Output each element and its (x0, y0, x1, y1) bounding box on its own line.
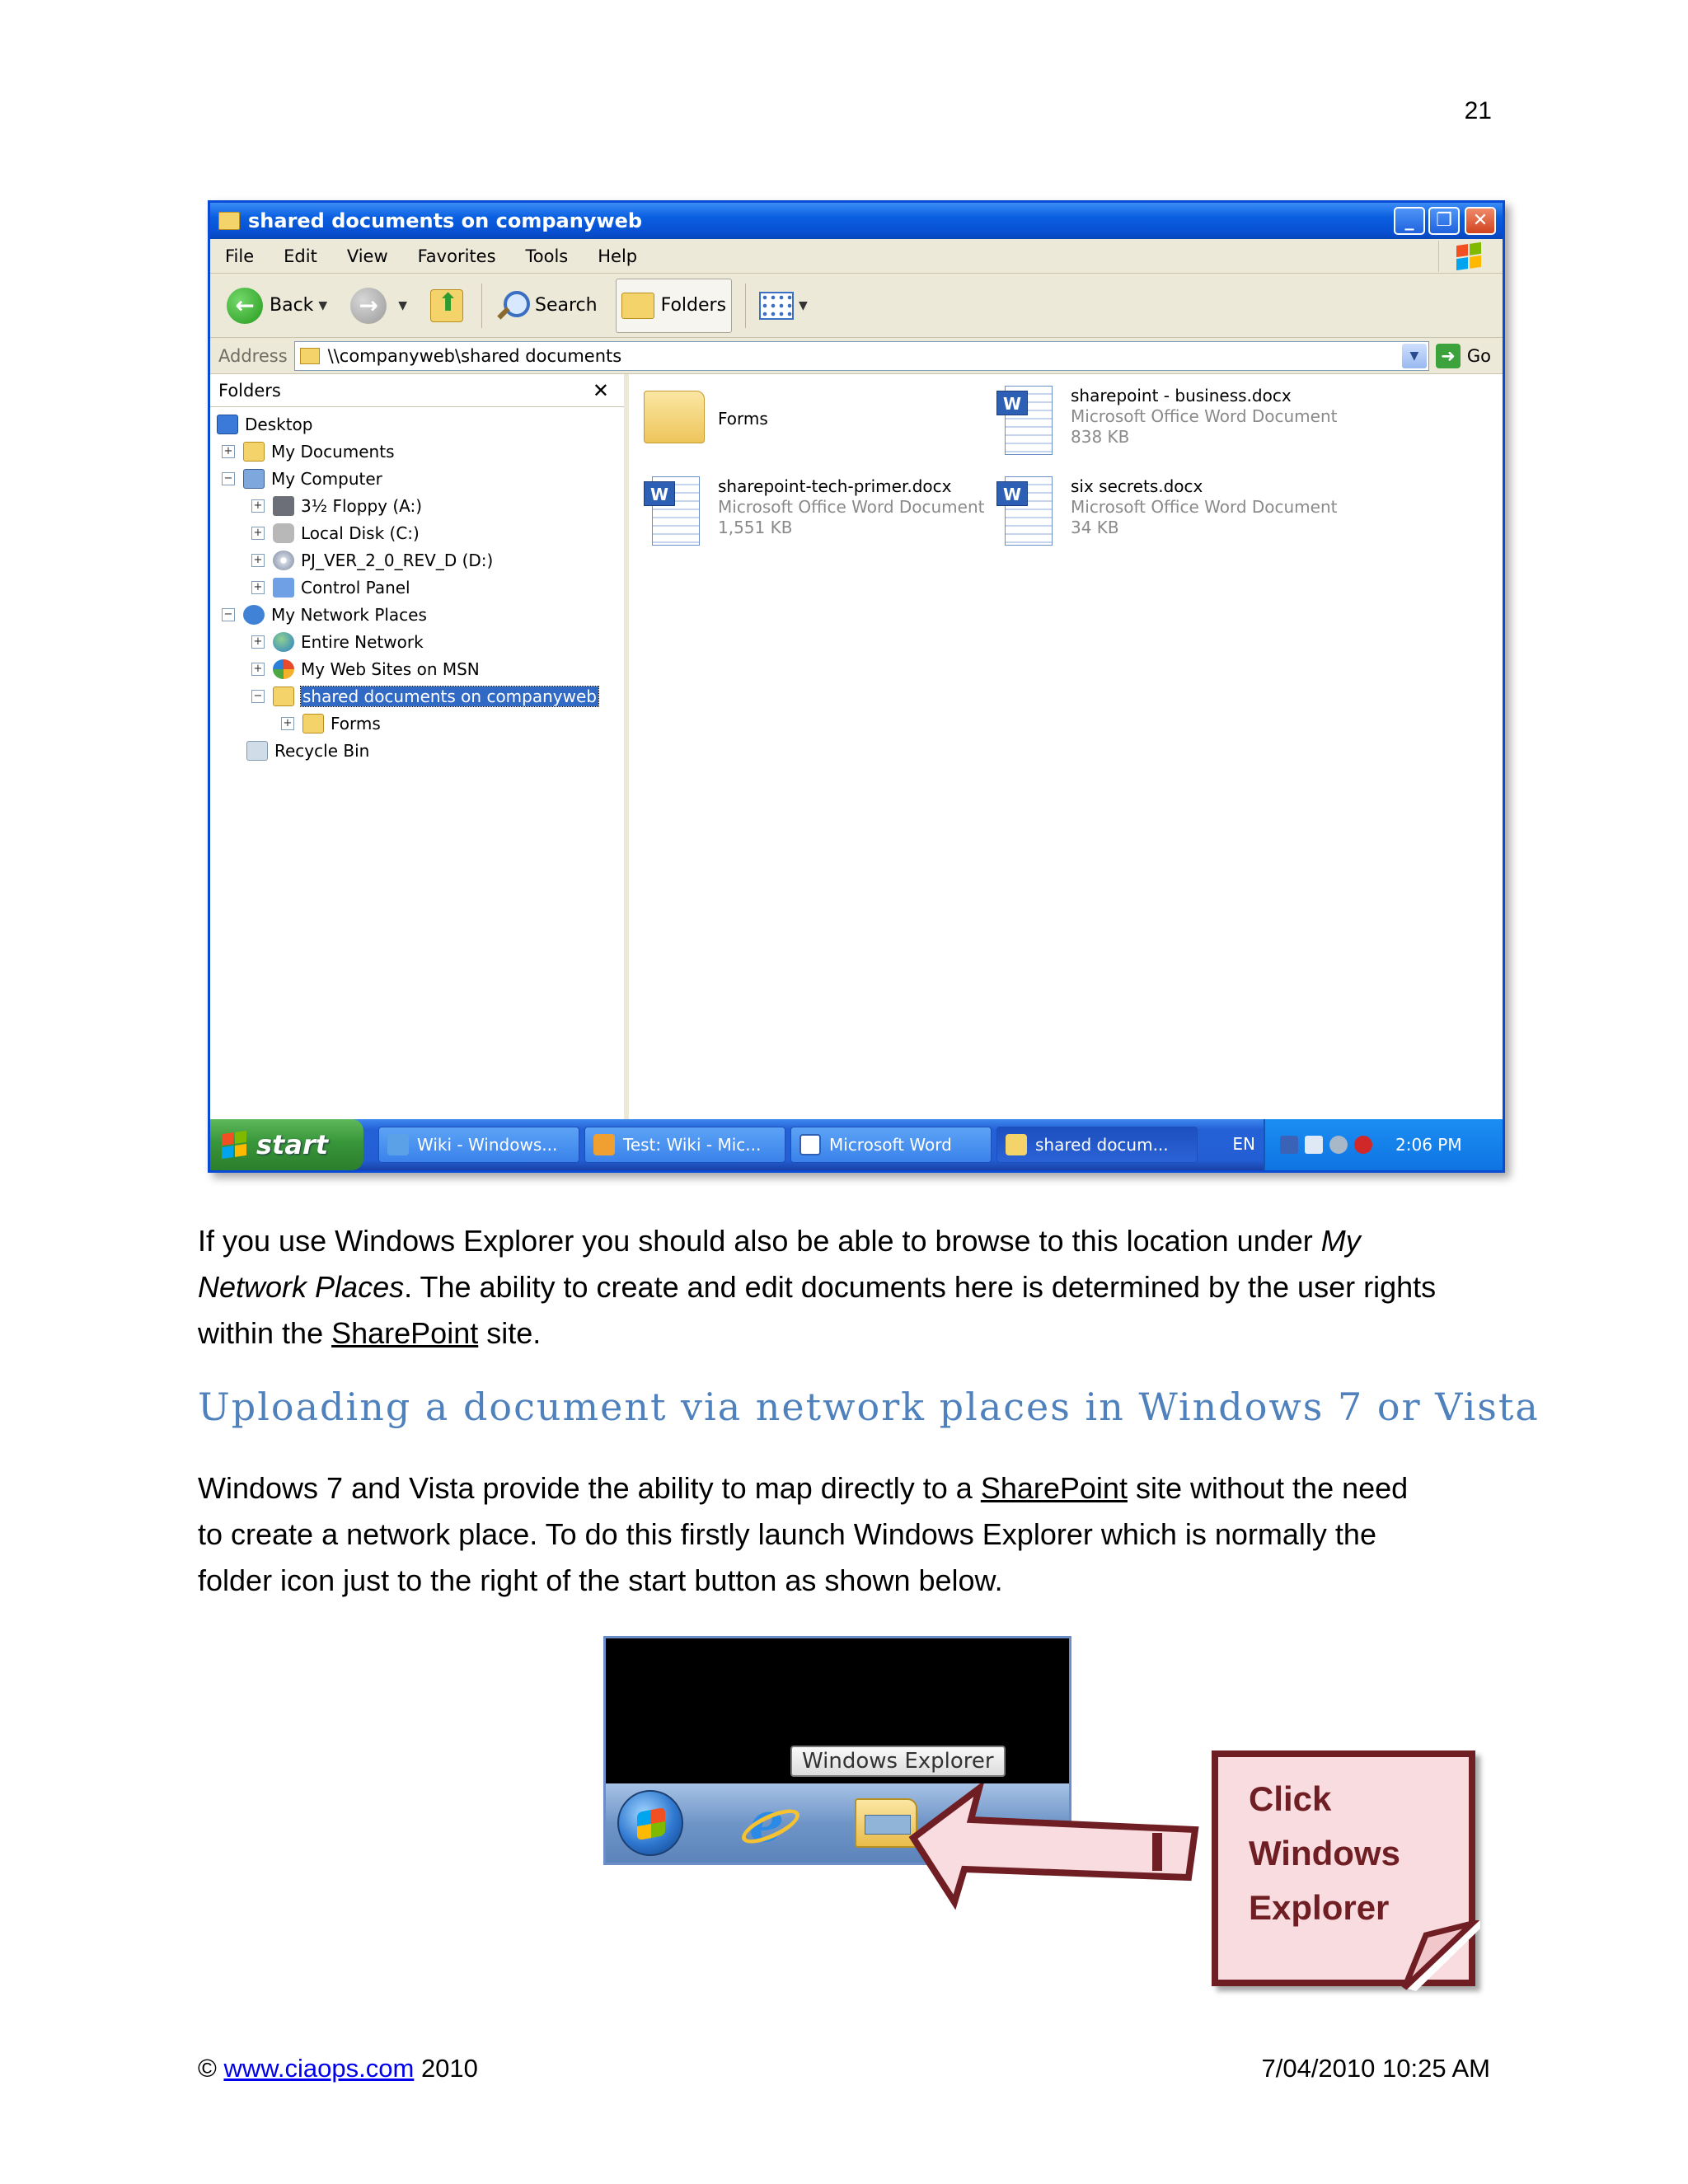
search-label: Search (534, 295, 598, 316)
file-item-sharepoint-business[interactable] (996, 386, 1338, 457)
desktop-icon (217, 415, 238, 434)
my-documents-icon (243, 442, 265, 462)
word-document-icon: W (644, 476, 705, 547)
floppy-drive-icon (273, 496, 294, 516)
up-folder-icon (430, 289, 463, 322)
collapse-icon[interactable]: − (222, 608, 235, 621)
text: within the (198, 1316, 332, 1350)
callout-line: Explorer (1249, 1888, 1390, 1927)
paragraph-network-places (198, 1218, 1517, 1357)
windows-logo-icon (1438, 241, 1498, 272)
text: to create a network place. To do this firstly launch Windows Explorer which is normally the (198, 1517, 1376, 1551)
tree-item-cd-drive[interactable] (251, 548, 493, 573)
taskbar-button-test-wiki[interactable] (584, 1127, 785, 1163)
maximize-button[interactable]: ❐ (1428, 207, 1460, 235)
tree-label: Local Disk (C:) (301, 523, 420, 543)
callout-line: Windows (1249, 1834, 1400, 1872)
word-document-icon: W (996, 476, 1057, 547)
network-tray-icon[interactable] (1280, 1136, 1298, 1154)
file-size: 34 KB (1071, 518, 1119, 537)
folders-pane (210, 374, 629, 1119)
views-icon (759, 292, 794, 320)
ie-icon (387, 1134, 409, 1155)
address-bar (210, 338, 1503, 374)
msn-butterfly-icon (273, 659, 294, 679)
network-places-icon (243, 605, 265, 625)
folder-icon (302, 714, 324, 733)
curl-fold (1404, 1924, 1472, 1988)
start-label: start (256, 1129, 329, 1160)
callout-line: Click (1249, 1779, 1332, 1818)
folder-icon (218, 212, 240, 230)
go-arrow-icon: ➜ (1436, 344, 1461, 368)
menu-file[interactable]: File (225, 246, 255, 266)
address-value: \\companyweb\shared documents (327, 345, 622, 366)
start-button[interactable] (210, 1119, 363, 1170)
taskbar-button-word[interactable] (790, 1127, 992, 1163)
tree-item-my-computer[interactable] (222, 466, 382, 491)
forward-button[interactable] (345, 279, 412, 333)
tree-label-selected: shared documents on companyweb (302, 687, 597, 706)
tree-label: My Network Places (271, 605, 427, 625)
up-folder-button[interactable] (425, 279, 468, 333)
word-document-icon: W (996, 386, 1057, 457)
tree-item-entire-network[interactable] (251, 630, 424, 654)
file-size: 838 KB (1071, 427, 1130, 447)
recycle-bin-icon (246, 741, 268, 761)
text: folder icon just to the right of the start button as shown below. (198, 1563, 1003, 1597)
tree-item-local-disk[interactable] (251, 521, 420, 546)
tree-item-forms[interactable] (281, 711, 381, 736)
folders-button[interactable] (616, 279, 732, 333)
back-arrow-icon: ← (227, 288, 263, 324)
footer-datetime: 7/04/2010 10:25 AM (1261, 2054, 1490, 2083)
copyright-symbol: © (198, 2054, 217, 2083)
volume-tray-icon[interactable] (1329, 1136, 1348, 1154)
expand-icon[interactable]: + (222, 445, 235, 458)
windows-explorer-tooltip: Windows Explorer (790, 1746, 1006, 1777)
expand-icon[interactable]: + (251, 527, 265, 540)
internet-explorer-icon[interactable]: e (738, 1793, 795, 1851)
tree-item-control-panel[interactable] (251, 575, 410, 600)
tree-item-desktop[interactable] (217, 412, 312, 437)
expand-icon[interactable]: + (251, 635, 265, 649)
window-titlebar (210, 203, 1503, 239)
paragraph-windows7 (198, 1465, 1517, 1604)
task-label: Microsoft Word (829, 1135, 952, 1155)
text-emphasis: My (1320, 1224, 1361, 1258)
file-type: Microsoft Office Word Document (1071, 497, 1338, 517)
file-name: six secrets.docx (1071, 476, 1203, 496)
system-tray (1264, 1119, 1503, 1170)
collapse-icon[interactable]: − (251, 690, 265, 703)
text: Windows 7 and Vista provide the ability to map directly to a (198, 1471, 981, 1505)
sharepoint-link[interactable]: SharePoint (331, 1316, 479, 1350)
expand-icon[interactable]: + (251, 554, 265, 567)
browser-icon (593, 1134, 615, 1155)
folders-pane-title: Folders (218, 380, 281, 401)
security-shield-icon[interactable] (1354, 1136, 1372, 1154)
folders-pane-header (210, 374, 624, 407)
control-panel-icon (273, 578, 294, 598)
tree-label: Desktop (245, 415, 313, 434)
text: site without the need (1127, 1471, 1409, 1505)
task-label: Wiki - Windows... (417, 1135, 558, 1155)
folder-icon (644, 391, 705, 443)
tree-item-my-documents[interactable] (222, 439, 394, 464)
window-title: shared documents on companyweb (248, 209, 643, 232)
file-name: sharepoint-tech-primer.docx (718, 476, 952, 496)
tree-label: Recycle Bin (274, 741, 370, 761)
file-name: sharepoint - business.docx (1071, 386, 1292, 405)
chevron-down-icon[interactable]: ▼ (318, 298, 328, 312)
display-tray-icon[interactable] (1305, 1136, 1323, 1154)
expand-icon[interactable]: + (251, 499, 265, 513)
file-item-six-secrets[interactable] (996, 476, 1338, 547)
close-icon[interactable]: ✕ (592, 378, 609, 402)
tree-item-shared-documents[interactable] (251, 684, 598, 709)
close-button[interactable]: ✕ (1465, 207, 1496, 235)
menu-favorites[interactable]: Favorites (417, 246, 496, 266)
menu-bar (210, 239, 1503, 274)
clock: 2:06 PM (1395, 1135, 1462, 1155)
network-folder-icon (300, 348, 320, 364)
forward-arrow-icon: → (350, 288, 387, 324)
menu-view[interactable]: View (346, 246, 388, 266)
word-icon (799, 1134, 821, 1155)
computer-icon (243, 469, 265, 489)
text: If you use Windows Explorer you should also be able to browse to this location under (198, 1224, 1321, 1258)
arrow-tail-mark (1152, 1833, 1162, 1871)
back-label: Back (270, 295, 314, 316)
go-button[interactable] (1436, 344, 1503, 368)
views-button[interactable] (754, 279, 813, 333)
hard-disk-icon (273, 523, 294, 543)
callout-arrow (907, 1783, 1220, 1915)
xp-taskbar (210, 1119, 1503, 1170)
tree-label: PJ_VER_2_0_REV_D (D:) (301, 551, 494, 570)
task-label: Test: Wiki - Mic... (623, 1135, 762, 1155)
footer-copyright (198, 2054, 478, 2083)
expand-icon[interactable]: + (251, 663, 265, 676)
folder-icon (1006, 1134, 1027, 1155)
website-link[interactable]: www.ciaops.com (223, 2054, 415, 2083)
tree-item-my-network-places[interactable] (222, 602, 427, 627)
tree-label: 3½ Floppy (A:) (301, 496, 423, 516)
task-label: shared docum... (1035, 1135, 1169, 1155)
file-name: Forms (718, 409, 768, 429)
collapse-icon[interactable]: − (222, 472, 235, 485)
section-heading: Uploading a document via network places in Windows 7 or Vista (198, 1385, 1540, 1429)
file-item-forms[interactable] (644, 391, 768, 443)
tree-label: Forms (331, 714, 381, 733)
folders-label: Folders (660, 295, 727, 316)
expand-icon[interactable]: + (251, 581, 265, 594)
menu-tools[interactable]: Tools (525, 246, 569, 266)
taskbar-button-wiki-windows[interactable] (378, 1127, 579, 1163)
callout-page-curl (1401, 1920, 1480, 1991)
chevron-down-icon: ▼ (398, 298, 407, 312)
address-input[interactable] (294, 341, 1429, 371)
globe-icon (273, 632, 294, 652)
tree-item-recycle-bin[interactable] (246, 738, 369, 763)
chevron-down-icon: ▼ (799, 298, 808, 312)
language-indicator[interactable]: EN (1232, 1134, 1255, 1154)
menu-help[interactable]: Help (598, 246, 638, 266)
search-icon (495, 289, 528, 322)
text: . The ability to create and edit documents here is determined by the user rights (404, 1270, 1437, 1304)
callout-text (1249, 1772, 1400, 1935)
sharepoint-link[interactable]: SharePoint (980, 1471, 1128, 1505)
tree-label: My Computer (271, 469, 382, 489)
file-type: Microsoft Office Word Document (718, 497, 985, 517)
tree-label: Control Panel (301, 578, 410, 598)
tree-item-msn-sites[interactable] (251, 657, 480, 682)
tree-item-floppy[interactable] (251, 494, 422, 518)
explorer-window-screenshot (208, 200, 1505, 1173)
toolbar-separator (481, 284, 482, 328)
text: site. (478, 1316, 542, 1350)
back-button[interactable] (222, 279, 332, 333)
files-pane (634, 374, 1503, 1119)
cd-drive-icon (273, 551, 294, 570)
text-emphasis: Network Places (198, 1270, 405, 1304)
minimize-button[interactable]: _ (1394, 207, 1425, 235)
network-folder-icon (273, 687, 294, 706)
file-type: Microsoft Office Word Document (1071, 406, 1338, 426)
expand-icon[interactable]: + (281, 717, 294, 730)
go-label: Go (1466, 345, 1491, 366)
start-orb-icon[interactable] (617, 1790, 683, 1856)
address-label: Address (218, 345, 288, 366)
tree-label: My Web Sites on MSN (301, 659, 480, 679)
toolbar (210, 274, 1503, 338)
chevron-down-icon[interactable]: ▼ (1402, 344, 1427, 368)
toolbar-separator (745, 284, 746, 328)
page-number: 21 (1464, 97, 1492, 124)
windows-logo-icon (222, 1131, 246, 1159)
search-button[interactable] (490, 279, 603, 333)
folders-icon (621, 293, 654, 319)
tree-label: My Documents (271, 442, 395, 462)
file-size: 1,551 KB (718, 518, 793, 537)
file-item-tech-primer[interactable] (644, 476, 985, 547)
menu-edit[interactable]: Edit (284, 246, 317, 266)
taskbar-button-shared-docs[interactable] (996, 1127, 1198, 1163)
tree-label: Entire Network (301, 632, 424, 652)
footer-year: 2010 (414, 2054, 478, 2083)
